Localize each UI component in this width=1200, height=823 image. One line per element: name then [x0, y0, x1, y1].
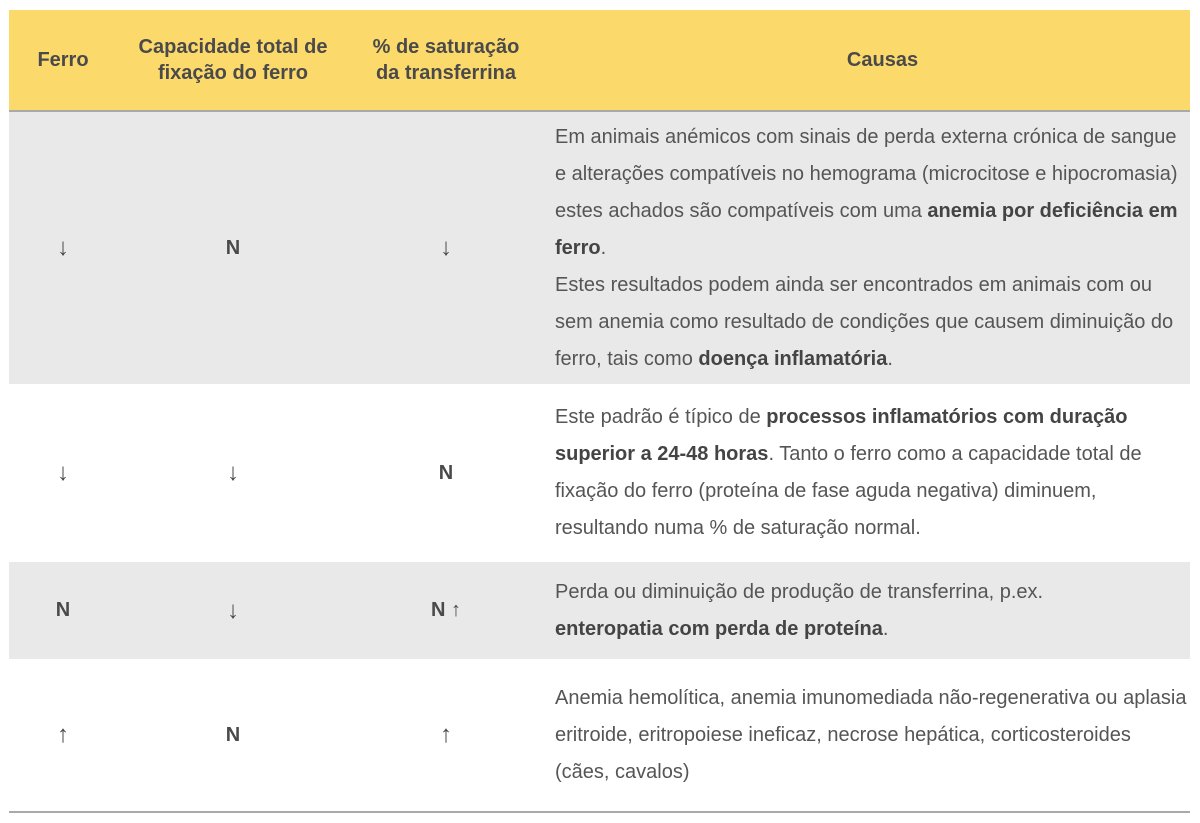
causes-text: . — [600, 236, 607, 259]
cell-capacidade: ↓ — [227, 596, 239, 624]
causes-text: Este padrão é típico de — [555, 406, 767, 428]
header-causas: Causas — [846, 49, 919, 71]
cell-ferro: N — [55, 599, 71, 621]
cell-ferro: ↓ — [57, 459, 69, 486]
cell-causas — [543, 574, 1190, 648]
causes-text: . Tanto o ferro como a capacidade total de fixação do ferro (proteína de fase aguda negativa) diminuem, resultando numa % de saturação normal. — [555, 443, 1142, 539]
header-saturacao: % de saturação da transferrina — [372, 36, 520, 84]
table-row — [9, 659, 1190, 811]
cell-capacidade: N — [225, 723, 241, 746]
cell-capacidade: N — [225, 236, 241, 259]
causes-text: Em animais anémicos com sinais de perda externa crónica de sangue e alterações compatíveis no hemograma (microcitose e hipocromasia) estes achados são compatíveis com uma — [555, 125, 1178, 222]
causes-emphasis: enteropatia com perda de proteína — [555, 617, 883, 640]
causes-emphasis: doença inflamatória — [698, 347, 888, 370]
iron-profile-table — [9, 10, 1190, 813]
cell-capacidade: ↓ — [227, 459, 239, 486]
cell-causas — [543, 119, 1190, 378]
table-row — [9, 112, 1190, 384]
cell-ferro: ↑ — [57, 721, 69, 748]
cell-causas — [543, 680, 1190, 791]
table-bottom-rule — [9, 811, 1190, 813]
causes-text: Perda ou diminuição de produção de transferrina, p.ex. — [555, 580, 1044, 603]
table-row — [9, 384, 1190, 562]
cell-saturacao: ↑ — [440, 721, 452, 748]
cell-causas — [543, 399, 1190, 547]
causes-emphasis: anemia por deficiência em ferro — [555, 199, 1178, 259]
causes-text: Anemia hemolítica, anemia imunomediada não-regenerativa ou aplasia eritroide, eritropoiese ineficaz, necrose hepática, corticosteroides (cães, cavalos) — [555, 686, 1187, 783]
table-header — [9, 10, 1190, 112]
causes-emphasis: processos inflamatórios com duração superior a 24-48 horas — [555, 406, 1128, 465]
cell-saturacao: N — [438, 461, 454, 484]
causes-text: . — [882, 617, 889, 640]
cell-saturacao: N ↑ — [431, 599, 461, 621]
cell-ferro: ↓ — [57, 234, 69, 261]
cell-saturacao: ↓ — [440, 234, 452, 261]
header-ferro: Ferro — [37, 49, 89, 71]
causes-text: . — [887, 347, 893, 370]
header-capacidade: Capacidade total de fixação do ferro — [138, 36, 328, 84]
table-row — [9, 562, 1190, 659]
causes-text: Estes resultados podem ainda ser encontrados em animais com ou sem anemia como resultado de condições que causem diminuição do ferro, tais como — [555, 273, 1174, 370]
